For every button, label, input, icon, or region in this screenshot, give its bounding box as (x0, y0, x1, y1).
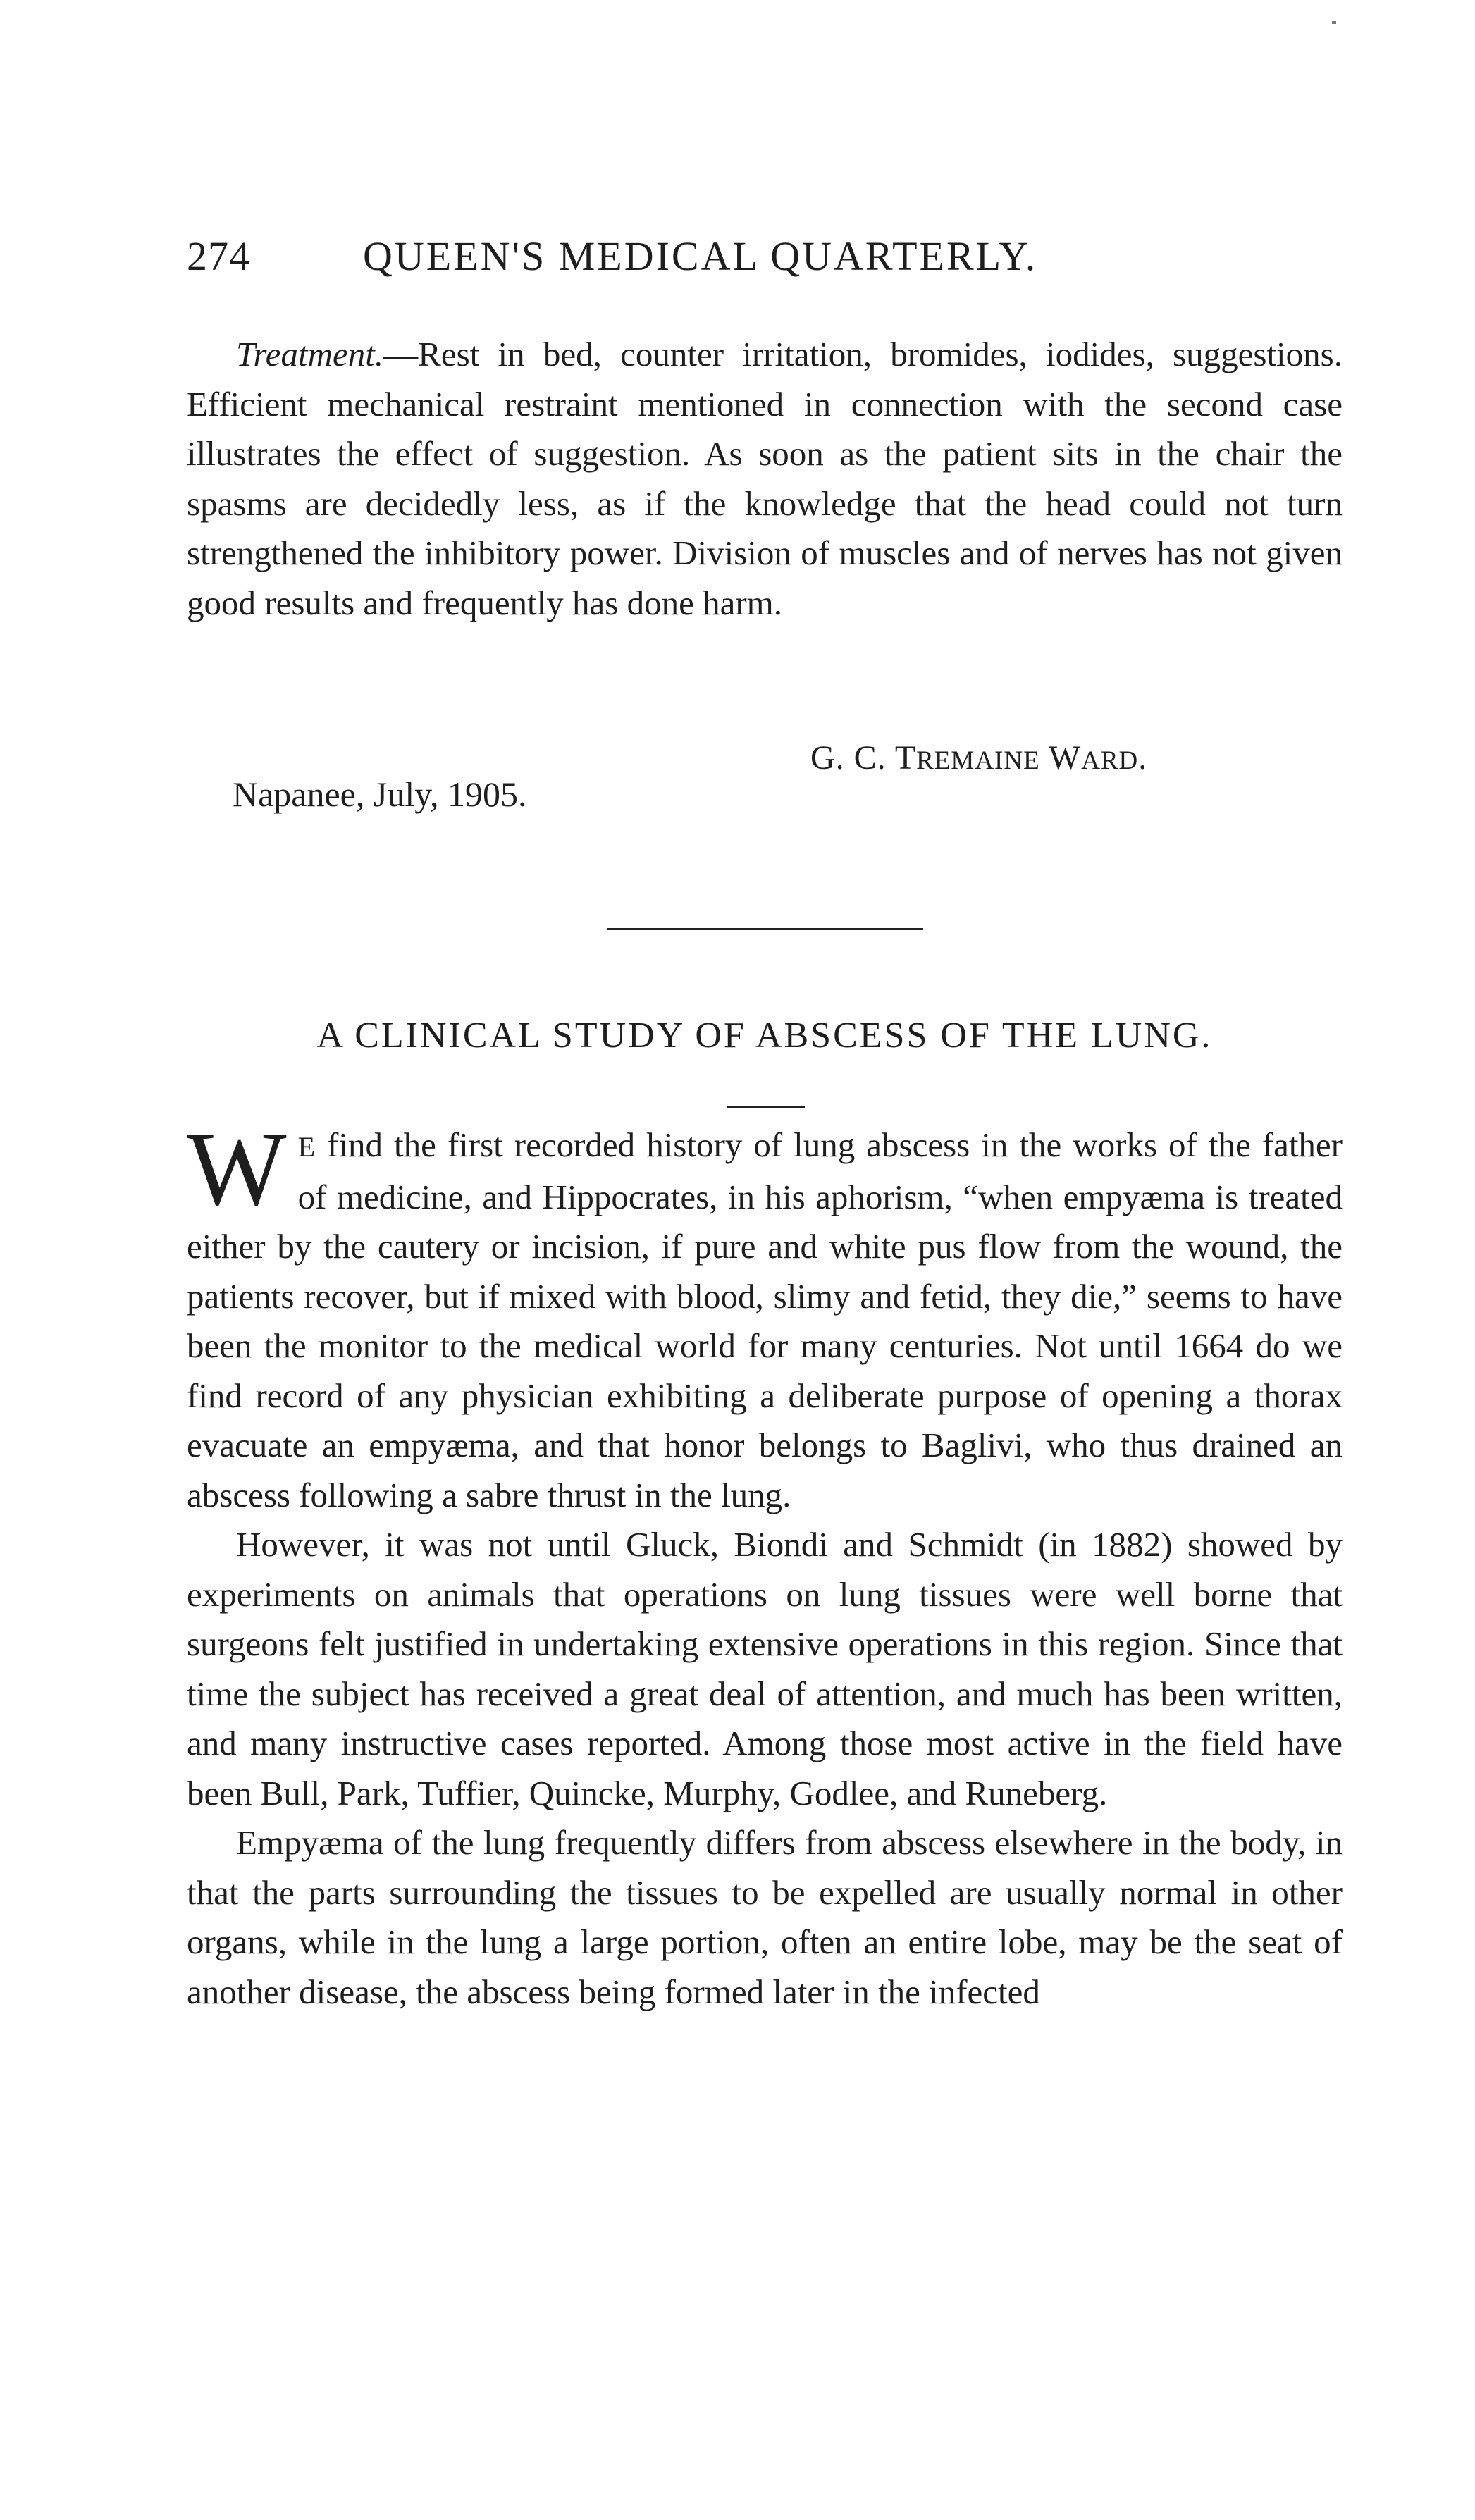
article-paragraph-1 (187, 1111, 1343, 1520)
page-number: 274 (187, 233, 250, 279)
paragraph-text: find the first recorded history of lung abscess in the works of the father of medicine, and Hippocrates, in his aphorism, “when empyæma is treated either by the cautery or incision, if pure and white pus flow from the wound, the patients recover, but if mixed with blood, slimy and fetid, they die,” seems to have been the monitor to the medical world for many centuries. Not until 1664 do we find record of any physician exhibiting a deliberate purpose of opening a thorax evacuate an empyæma, and that honor belongs to Baglivi, who thus drained an abscess following a sabre thrust in the lung. (187, 1125, 1343, 1514)
paragraph-text: However, it was not until Gluck, Biondi and Schmidt (in 1882) showed by experiments on animals that operations on lung tissues were well borne that surgeons felt justified in undertaking extensive operations in this region. Since that time the subject has received a great deal of attention, and much has been written, and many instructive cases reported. Among those most active in the field have been Bull, Park, Tuffier, Quincke, Murphy, Godlee, and Runeberg. (187, 1525, 1343, 1812)
signature-last-initial: W (1039, 739, 1082, 777)
signature-period: . (1138, 739, 1148, 777)
treatment-text: —Rest in bed, counter irritation, bromides, iodides, suggestions. Efficient mechanical restraint mentioned in connection with the second case illustrates the effect of suggestion. As soon as the patient sits in the chair the spasms are decidedly less, as if the knowledge that the head could not turn strengthened the inhibitory power. Division of muscles and of nerves has not given good results and frequently has done harm. (187, 335, 1343, 622)
dateline: Napanee, July, 1905. (233, 774, 527, 814)
drop-cap: W (187, 1111, 287, 1228)
article-body (187, 1111, 1343, 2017)
article-paragraph-2 (187, 1520, 1343, 1818)
signature-surname-smallcaps: REMAINE (916, 746, 1040, 775)
signature-last-smallcaps: ARD (1081, 746, 1139, 775)
signature-initials: G. C. T (810, 739, 917, 777)
running-head (187, 233, 1343, 296)
article-title: A CLINICAL STUDY OF ABSCESS OF THE LUNG. (316, 1015, 1213, 1056)
section-separator-rule (607, 928, 923, 930)
paragraph-text: Empyæma of the lung frequently differs from abscess elsewhere in the body, in that the parts surrounding the tissues to be expelled are usually normal in other organs, while in the lung a large portion, often an entire lobe, may be the seat of another disease, the abscess being formed later in the infected (187, 1823, 1343, 2011)
treatment-lead: Treatment. (236, 335, 384, 373)
treatment-section (187, 330, 1343, 628)
first-word-rest: E (297, 1131, 316, 1163)
treatment-paragraph (187, 330, 1343, 628)
author-signature (810, 739, 1147, 777)
journal-title: QUEEN'S MEDICAL QUARTERLY. (363, 233, 1038, 279)
title-underline-rule (727, 1106, 805, 1108)
article-paragraph-3 (187, 1818, 1343, 2017)
margin-speck (1332, 21, 1336, 24)
